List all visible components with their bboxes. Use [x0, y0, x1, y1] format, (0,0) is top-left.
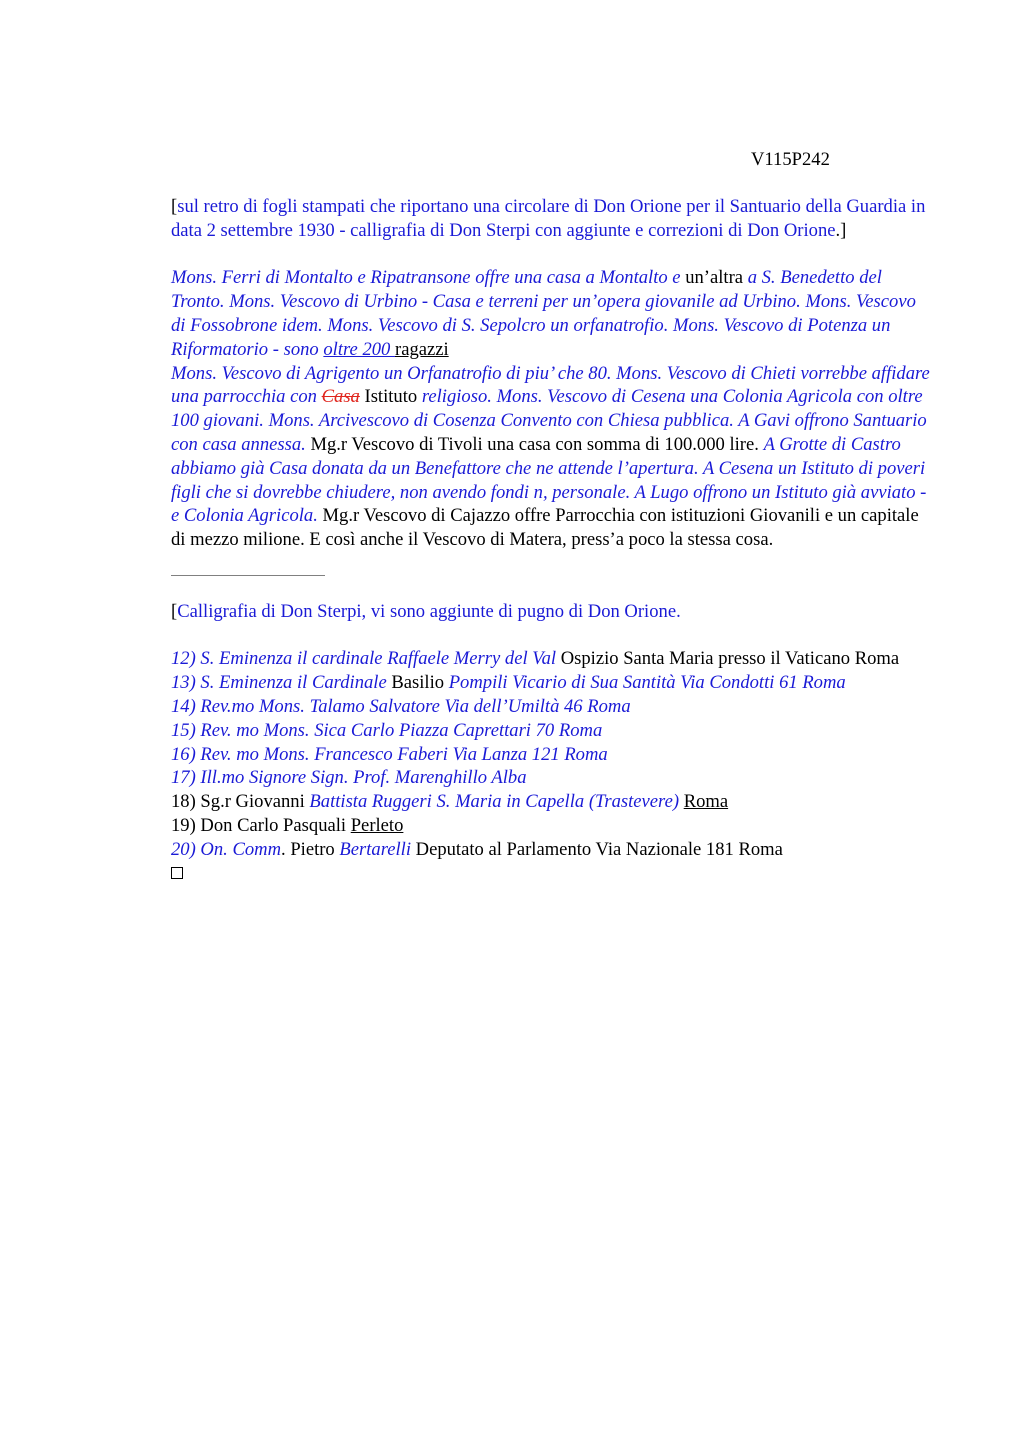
underlined-text-run: oltre 200: [323, 338, 395, 360]
list-item: [171, 766, 931, 790]
text-run: Ospizio Santa Maria presso il Vaticano Roma: [556, 648, 900, 670]
note-text: Calligrafia di Don Sterpi, vi sono aggiunte di pugno di Don Orione.: [177, 600, 681, 622]
note-open-bracket: [: [171, 196, 178, 217]
text-run: Basilio: [386, 672, 449, 694]
text-run: religioso. Mons. Vescovo di Cesena una Colonia Agricola con oltre 100 giovani. Mons. Arcivescovo di Cosenza Convento con Chiesa pubblica. A Gavi offrono Santuario con casa annessa.: [171, 386, 927, 455]
spacer: [171, 624, 931, 648]
document-body: [171, 195, 931, 885]
deleted-text-run: Casa: [321, 386, 360, 408]
text-run: Mons. Ferri di Montalto e Ripatransone offre una casa a Montalto e: [171, 267, 681, 289]
list-item: [171, 695, 931, 719]
note-text: sul retro di fogli stampati che riportano una circolare di Don Orione per il Santuario della Guardia in data 2 settembre 1930 - calligrafia di Don Sterpi con aggiunte e correzioni di Don Orione: [171, 196, 926, 241]
text-run: 16) Rev. mo Mons. Francesco Faberi Via Lanza 121 Roma: [171, 743, 608, 765]
list-item: [171, 719, 931, 743]
editorial-note-1: [171, 195, 931, 243]
text-run: un’altra: [680, 267, 748, 289]
end-marker-line: [171, 862, 931, 886]
empty-square-icon: [171, 867, 183, 879]
list-item: [171, 743, 931, 767]
text-run: . Talamo Salvatore Via dell’Umiltà 46 Roma: [300, 695, 631, 717]
note-close-bracket: .]: [835, 219, 847, 241]
list-item: [171, 647, 931, 671]
text-run: Mons. Vescovo di Agrigento un Orfanatrofio di piu’ che 80. Mons. Vescovo di Chieti vorrebbe affidare una parrocchia con: [171, 362, 930, 408]
text-run: a S. Benedetto del Tronto. Mons. Vescovo di Urbino - Casa e terreni per un’opera giovanile ad Urbino. Mons. Vescovo di Fossobrone idem. Mons. Vescovo di S. Sepolcro un orfanatrofio. Mons. Vescovo di Potenza un Riformatorio - sono: [171, 267, 916, 360]
text-run: Mg.r Vescovo di Tivoli una casa con somma di 100.000 lire.: [305, 433, 764, 455]
text-run: Deputato al Parlamento Via Nazionale 181 Roma: [411, 838, 783, 860]
note-open-bracket: [: [171, 600, 178, 622]
list-item: [171, 814, 931, 838]
text-run: 13) S. Eminenza il Cardinale: [171, 672, 387, 694]
text-run: A Grotte di Castro abbiamo già Casa donata da un Benefattore che ne attende l’apertura. A Cesena un Istituto di poveri figli che si dovrebbe chiudere, non avendo fondi n, personale. A Lugo offrono un Istituto già avviato - e Colonia Agricola.: [171, 433, 927, 527]
text-run: 20) On. Comm: [171, 838, 282, 860]
list-item: [171, 790, 931, 814]
text-run: 17) Ill.mo Signore Sign. Prof. Marenghillo Alba: [171, 767, 527, 789]
list-item: [171, 838, 931, 862]
spacer: [171, 243, 931, 267]
text-run: 14) Rev.mo Mons: [171, 695, 301, 717]
text-run: 15) Rev. mo Mons: [171, 719, 305, 741]
text-run: Battista Ruggeri S. Maria in Capella (Trastevere): [309, 791, 680, 813]
editorial-note-2: [171, 600, 931, 624]
text-run: 19) Don Carlo Pasquali: [171, 814, 351, 836]
underlined-text-run: ragazzi: [395, 338, 449, 360]
document-reference-code: V115P242: [751, 149, 830, 170]
text-run: . Pietro: [281, 838, 340, 860]
spacer: [171, 576, 931, 600]
text-run: 18) Sg.r Giovanni: [171, 791, 310, 813]
text-run: Mg.r Vescovo di Cajazzo offre Parrocchia con istituzioni Giovanili e un capitale di mezzo milione. E così anche il Vescovo di Matera, press’a poco la stessa cosa.: [171, 505, 919, 551]
underlined-text-run: Perleto: [350, 814, 404, 836]
underlined-text-run: Roma: [683, 791, 729, 813]
text-run: Istituto: [359, 386, 422, 408]
text-run: . Sica Carlo Piazza Caprettari 70 Roma: [304, 719, 603, 741]
offers-paragraph: [171, 266, 931, 552]
address-list: [171, 647, 931, 885]
text-run: 12) S. Eminenza il cardinale Raffaele Merry del Val: [171, 648, 557, 670]
list-item: [171, 671, 931, 695]
text-run: Bertarelli: [339, 838, 411, 860]
text-run: Pompili Vicario di Sua Santità Via Condotti 61 Roma: [448, 672, 846, 694]
